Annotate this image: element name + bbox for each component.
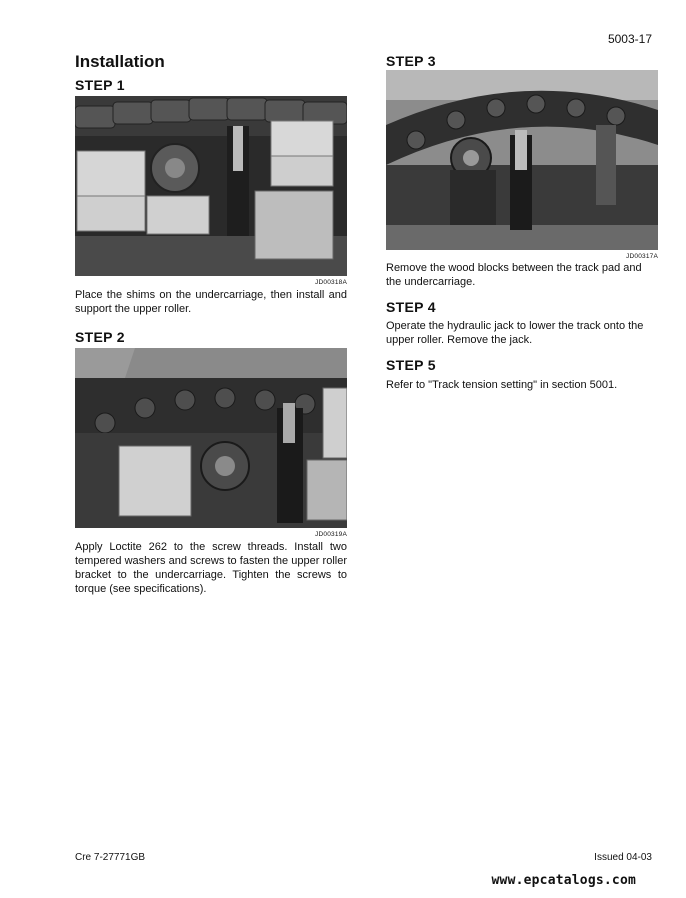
left-column — [75, 52, 347, 596]
step-2 — [75, 328, 347, 596]
footer-issue-date: Issued 04-03 — [594, 852, 652, 863]
step-2-figure-code: JD00319A — [315, 531, 347, 538]
step-5-heading: STEP 5 — [386, 357, 436, 373]
step-3-photo — [386, 70, 658, 250]
page-number: 5003-17 — [607, 32, 652, 46]
step-1 — [75, 76, 347, 316]
step-2-text: Apply Loctite 262 to the screw threads. Install two tempered washers and screws to fasten the upper roller bracket to the undercarriage. Tighten the screws to torque (see specifications). — [75, 541, 347, 595]
step-1-photo — [75, 96, 347, 276]
right-column — [386, 52, 658, 392]
step-4-heading: STEP 4 — [386, 299, 436, 315]
section-title: Installation — [75, 52, 165, 71]
watermark-url[interactable]: www.epcatalogs.com — [491, 873, 636, 888]
step-5-text: Refer to "Track tension setting" in section 5001. — [386, 379, 618, 391]
step-2-heading: STEP 2 — [75, 329, 125, 345]
step-2-photo — [75, 348, 347, 528]
step-1-figure-code: JD00318A — [315, 279, 347, 286]
step-1-heading: STEP 1 — [75, 77, 125, 93]
footer-document-code: Cre 7-27771GB — [75, 852, 146, 863]
step-3-text: Remove the wood blocks between the track pad and the undercarriage. — [386, 262, 642, 288]
step-4-text: Operate the hydraulic jack to lower the track onto the upper roller. Remove the jack. — [386, 320, 644, 346]
step-3-heading: STEP 3 — [386, 53, 436, 69]
step-3 — [386, 52, 658, 289]
step-1-text: Place the shims on the undercarriage, then install and support the upper roller. — [75, 289, 347, 315]
step-5 — [386, 356, 658, 392]
step-3-figure-code: JD00317A — [626, 253, 658, 260]
step-4 — [386, 298, 658, 347]
